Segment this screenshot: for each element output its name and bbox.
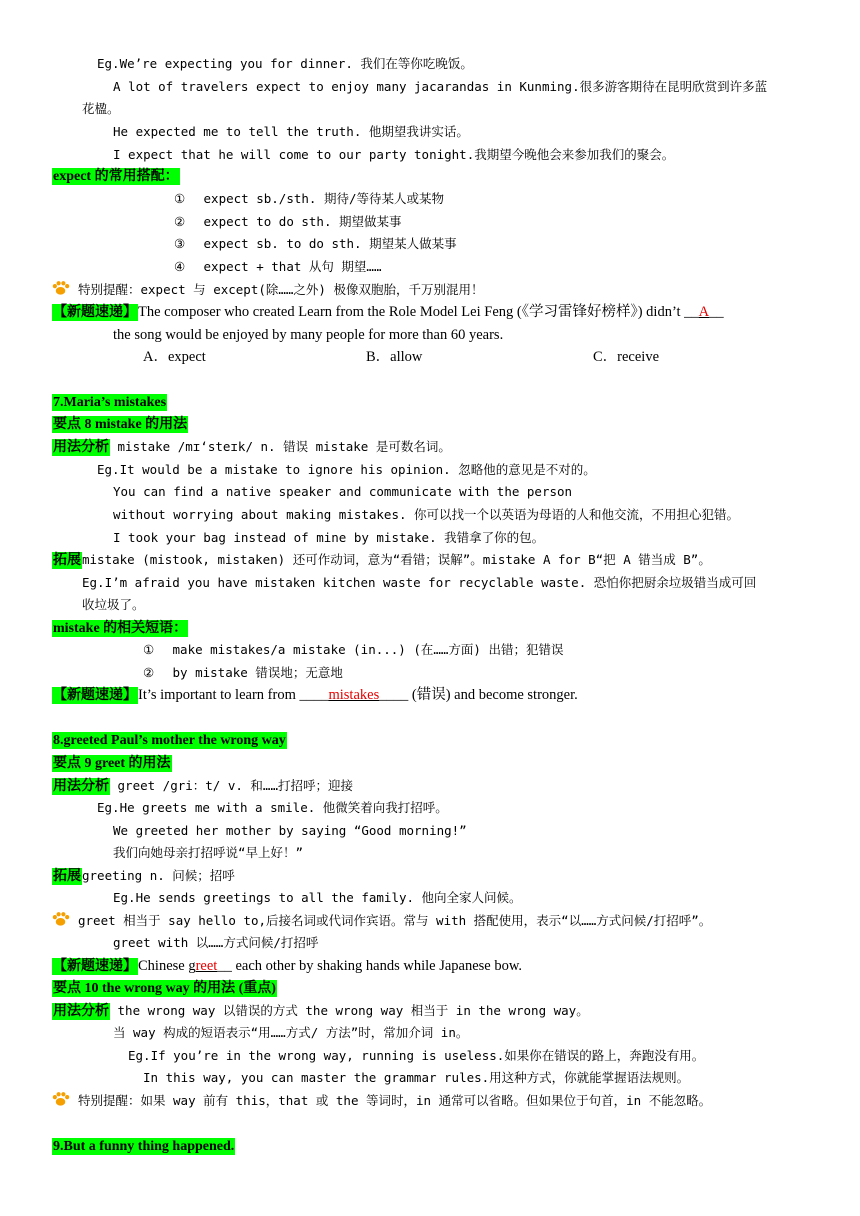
quiz-label: 【新题速递】	[53, 959, 137, 974]
example-sentence: Eg.It would be a mistake to ignore his opinion. 忽略他的意见是不对的。	[97, 462, 596, 477]
usage-analysis: 用法分析 greet /gri：t/ v. 和……打招呼；迎接	[53, 778, 353, 794]
collocation-item: ② expect to do sth. 期望做某事	[174, 214, 402, 229]
quiz-question: 【新题速递】It’s important to learn from ____mistakes____ (错误) and become stronger.	[53, 687, 578, 703]
example-sentence: Eg.He greets me with a smile. 他微笑着向我打招呼。	[97, 800, 448, 815]
example-sentence: Eg.I’m afraid you have mistaken kitchen waste for recyclable waste. 恐怕你把厨余垃圾错当成可回	[82, 575, 757, 590]
tip-note: greet 相当于 say hello to,后接名词或代词作宾语。常与 with 搭配使用，表示“以……方式问候/打招呼”。	[52, 911, 711, 931]
example-sentence: In this way, you can master the grammar rules.用这种方式，你就能掌握语法规则。	[143, 1070, 690, 1085]
example-sentence: A lot of travelers expect to enjoy many jacarandas in Kunming.很多游客期待在昆明欣赏到许多蓝	[113, 79, 768, 94]
usage-analysis: 用法分析 mistake /mɪ‘steɪk/ n. 错误 mistake 是可数名词。	[53, 439, 451, 455]
extension-label: 拓展	[53, 553, 81, 568]
paw-icon	[52, 1091, 70, 1107]
example-sentence: We greeted her mother by saying “Good morning!”	[113, 823, 467, 838]
example-sentence: Eg.If you’re in the wrong way, running is useless.如果你在错误的路上，奔跑没有用。	[128, 1048, 705, 1063]
analysis-label: 用法分析	[53, 1004, 109, 1019]
example-sentence: 收垃圾了。	[82, 597, 145, 612]
example-sentence: I took your bag instead of mine by mistake. 我错拿了你的包。	[113, 530, 545, 545]
paw-icon	[52, 911, 70, 927]
collocation-item: ③ expect sb. to do sth. 期望某人做某事	[174, 236, 457, 251]
section-heading: 7.Maria’s mistakes	[53, 395, 167, 410]
quiz-answer: A	[698, 304, 710, 320]
tip-note: 特别提醒：如果 way 前有 this，that 或 the 等词时，in 通常可以省略。但如果位于句首，in 不能忽略。	[52, 1091, 711, 1111]
paw-icon	[52, 280, 70, 296]
example-sentence: 我们向她母亲打招呼说“早上好！”	[113, 845, 304, 860]
tip-note: 特别提醒：expect 与 except(除……之外) 极像双胞胎，千万别混用！	[52, 280, 484, 300]
example-sentence: Eg.We’re expecting you for dinner. 我们在等你吃晚饭。	[97, 56, 473, 71]
quiz-question: 【新题速递】Chinese greet__ each other by shaking hands while Japanese bow.	[53, 958, 523, 974]
collocation-label: expect 的常用搭配：	[53, 169, 179, 184]
extension-note: 拓展mistake (mistook, mistaken) 还可作动词，意为“看错；误解”。mistake A for B“把 A 错当成 B”。	[53, 552, 711, 568]
section-heading: 8.greeted Paul’s mother the wrong way	[53, 733, 286, 748]
usage-analysis: 用法分析 the wrong way 以错误的方式 the wrong way 相当于 in the wrong way。	[53, 1003, 589, 1019]
section-heading: 9.But a funny thing happened.	[53, 1139, 235, 1154]
usage-note: 当 way 构成的短语表示“用……方式/ 方法”时，常加介词 in。	[113, 1025, 469, 1040]
collocation-item: ④ expect + that 从句 期望……	[174, 259, 382, 274]
example-sentence: He expected me to tell the truth. 他期望我讲实话。	[113, 124, 469, 139]
extension-note: 拓展greeting n. 问候；招呼	[53, 868, 235, 884]
option-a: A．expect	[143, 349, 206, 365]
phrases-label: mistake 的相关短语：	[53, 621, 188, 636]
phrase-item: ② by mistake 错误地；无意地	[143, 665, 343, 680]
extension-label: 拓展	[53, 869, 81, 884]
example-sentence: You can find a native speaker and communicate with the person	[113, 484, 573, 499]
quiz-answer: mistakes	[328, 687, 380, 703]
example-sentence: I expect that he will come to our party tonight.我期望今晚他会来参加我们的聚会。	[113, 147, 675, 162]
point-heading: 要点 8 mistake 的用法	[53, 417, 188, 432]
point-heading: 要点 10 the wrong way 的用法 (重点)	[53, 981, 276, 996]
collocation-item: ① expect sb./sth. 期待/等待某人或某物	[174, 191, 444, 206]
point-heading: 要点 9 greet 的用法	[53, 756, 171, 771]
example-sentence: without worrying about making mistakes. 你可以找一个以英语为母语的人和他交流，不用担心犯错。	[113, 507, 740, 522]
analysis-label: 用法分析	[53, 440, 109, 455]
phrase-item: ① make mistakes/a mistake (in...) (在……方面) 出错；犯错误	[143, 642, 564, 657]
quiz-answer: reet	[195, 958, 218, 974]
example-sentence: Eg.He sends greetings to all the family. 他向全家人问候。	[113, 890, 522, 905]
quiz-question: 【新题速递】The composer who created Learn from the Role Model Lei Feng (《学习雷锋好榜样》) didn’t __A__	[53, 304, 724, 320]
quiz-label: 【新题速递】	[53, 688, 137, 703]
analysis-label: 用法分析	[53, 779, 109, 794]
tip-note-continued: greet with 以……方式问候/打招呼	[113, 935, 319, 950]
quiz-label: 【新题速递】	[53, 305, 137, 320]
option-b: B．allow	[366, 349, 423, 365]
example-sentence: 花楹。	[82, 101, 120, 116]
option-c: C．receive	[593, 349, 660, 365]
quiz-question-continued: the song would be enjoyed by many people for more than 60 years.	[113, 327, 504, 343]
